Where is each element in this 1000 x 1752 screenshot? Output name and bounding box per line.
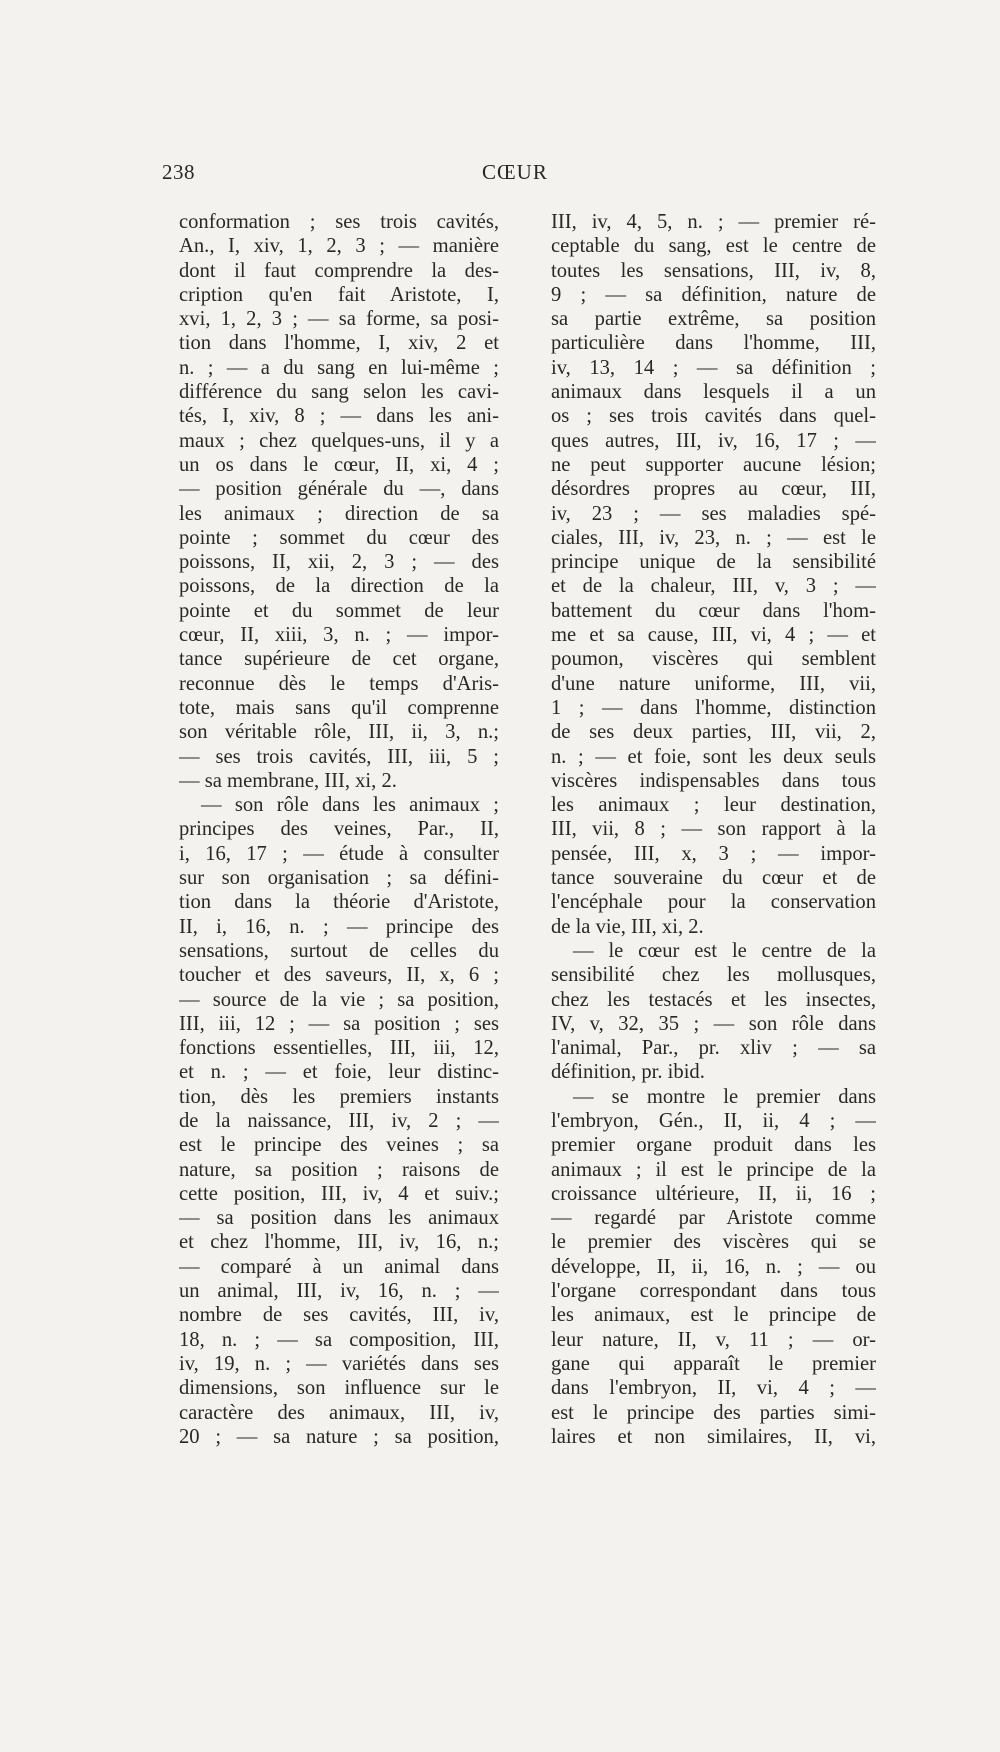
- index-line: tion dans la théorie d'Aristote,: [179, 891, 499, 914]
- index-line: poissons, II, xii, 2, 3 ; — des: [179, 551, 499, 574]
- index-line: premier organe produit dans les: [551, 1134, 876, 1157]
- index-line: iv, 23 ; — ses maladies spé-: [551, 502, 876, 525]
- index-line: os ; ses trois cavités dans quel-: [551, 405, 876, 428]
- index-line: — son rôle dans les animaux ;: [201, 794, 499, 817]
- index-line: ne peut supporter aucune lésion;: [551, 453, 876, 476]
- index-line: tote, mais sans qu'il comprenne: [179, 696, 499, 719]
- index-line: i, 16, 17 ; — étude à consulter: [179, 842, 499, 865]
- index-line: d'une nature uniforme, III, vii,: [551, 672, 876, 695]
- index-line: son véritable rôle, III, ii, 3, n.;: [179, 721, 499, 744]
- index-line: dont il faut comprendre la des-: [179, 259, 499, 282]
- running-title: CŒUR: [482, 160, 548, 184]
- index-line: toutes les sensations, III, iv, 8,: [551, 259, 876, 282]
- index-line: me et sa cause, III, vi, 4 ; — et: [551, 624, 876, 647]
- index-line: viscères indispensables dans tous: [551, 769, 876, 792]
- index-line: sensations, surtout de celles du: [179, 939, 499, 962]
- index-line: 18, n. ; — sa composition, III,: [179, 1328, 499, 1351]
- index-line: dimensions, son influence sur le: [179, 1377, 499, 1400]
- index-line: croissance ultérieure, II, ii, 16 ;: [551, 1182, 876, 1205]
- index-line: de ses deux parties, III, vii, 2,: [551, 721, 876, 744]
- index-line: 20 ; — sa nature ; sa position,: [179, 1425, 499, 1448]
- index-line: — position générale du —, dans: [179, 478, 499, 501]
- index-line: les animaux ; leur destination,: [551, 794, 876, 817]
- index-line: animaux dans lesquels il a un: [551, 381, 876, 404]
- index-line: principes des veines, Par., II,: [179, 818, 499, 841]
- index-line: — source de la vie ; sa position,: [179, 988, 499, 1011]
- index-line: cription qu'en fait Aristote, I,: [179, 283, 499, 306]
- index-line: cœur, II, xiii, 3, n. ; — impor-: [179, 624, 499, 647]
- index-line: — se montre le premier dans: [573, 1085, 876, 1108]
- index-line: et n. ; — et foie, leur distinc-: [179, 1061, 499, 1084]
- index-line: iv, 13, 14 ; — sa définition ;: [551, 356, 876, 379]
- index-line: le premier des viscères qui se: [551, 1231, 876, 1254]
- index-line: 9 ; — sa définition, nature de: [551, 283, 876, 306]
- index-line: poumon, viscères qui semblent: [551, 648, 876, 671]
- index-line: tion, dès les premiers instants: [179, 1085, 499, 1108]
- index-line: An., I, xiv, 1, 2, 3 ; — manière: [179, 235, 499, 258]
- index-line: de la naissance, III, iv, 2 ; —: [179, 1109, 499, 1132]
- index-line: est le principe des parties simi-: [551, 1401, 876, 1424]
- page-header: [162, 160, 882, 196]
- index-line: III, iv, 4, 5, n. ; — premier ré-: [551, 211, 876, 233]
- index-line: caractère des animaux, III, iv,: [179, 1401, 499, 1424]
- index-line: animaux ; il est le principe de la: [551, 1158, 876, 1181]
- index-line: et de la chaleur, III, v, 3 ; —: [551, 575, 876, 598]
- index-line: pointe et du sommet de leur: [179, 599, 499, 622]
- index-line: — comparé à un animal dans: [179, 1255, 499, 1278]
- index-line: iv, 19, n. ; — variétés dans ses: [179, 1352, 499, 1375]
- index-line: n. ; — a du sang en lui-même ;: [179, 356, 499, 379]
- index-line: tés, I, xiv, 8 ; — dans les ani-: [179, 405, 499, 428]
- index-line: les animaux, est le principe de: [551, 1304, 876, 1327]
- index-line: particulière dans l'homme, III,: [551, 332, 876, 355]
- index-line: cette position, III, iv, 4 et suiv.;: [179, 1182, 499, 1205]
- index-line: conformation ; ses trois cavités,: [179, 211, 499, 233]
- index-line: — ses trois cavités, III, iii, 5 ;: [179, 745, 499, 768]
- index-line: l'animal, Par., pr. xliv ; — sa: [551, 1037, 876, 1060]
- index-line: tance souveraine du cœur et de: [551, 867, 876, 890]
- index-line: de la vie, III, xi, 2.: [551, 915, 704, 938]
- index-line: III, iii, 12 ; — sa position ; ses: [179, 1012, 499, 1035]
- index-line: sensibilité chez les mollusques,: [551, 964, 876, 987]
- index-line: n. ; — et foie, sont les deux seuls: [551, 745, 876, 768]
- index-line: dans l'embryon, II, vi, 4 ; —: [551, 1377, 876, 1400]
- index-line: ciales, III, iv, 23, n. ; — est le: [551, 526, 876, 549]
- page-number: 238: [162, 160, 195, 184]
- index-line: un animal, III, iv, 16, n. ; —: [179, 1280, 499, 1303]
- index-line: pensée, III, x, 3 ; — impor-: [551, 842, 876, 865]
- index-line: nature, sa position ; raisons de: [179, 1158, 499, 1181]
- index-line: sa partie extrême, sa position: [551, 308, 876, 331]
- index-line: développe, II, ii, 16, n. ; — ou: [551, 1255, 876, 1278]
- index-line: et chez l'homme, III, iv, 16, n.;: [179, 1231, 499, 1254]
- index-line: reconnue dès le temps d'Aris-: [179, 672, 499, 695]
- index-line: tion dans l'homme, I, xiv, 2 et: [179, 332, 499, 355]
- index-line: l'encéphale pour la conservation: [551, 891, 876, 914]
- index-line: l'embryon, Gén., II, ii, 4 ; —: [551, 1109, 876, 1132]
- index-line: laires et non similaires, II, vi,: [551, 1425, 876, 1448]
- index-line: poissons, de la direction de la: [179, 575, 499, 598]
- index-line: — regardé par Aristote comme: [551, 1207, 876, 1230]
- index-column-left: [179, 210, 499, 1449]
- index-line: xvi, 1, 2, 3 ; — sa forme, sa posi-: [179, 308, 499, 331]
- index-line: pointe ; sommet du cœur des: [179, 526, 499, 549]
- index-line: IV, v, 32, 35 ; — son rôle dans: [551, 1012, 876, 1035]
- index-line: — sa membrane, III, xi, 2.: [179, 769, 397, 792]
- index-line: principe unique de la sensibilité: [551, 551, 876, 574]
- index-line: maux ; chez quelques-uns, il y a: [179, 429, 499, 452]
- index-line: différence du sang selon les cavi-: [179, 381, 499, 404]
- index-line: fonctions essentielles, III, iii, 12,: [179, 1037, 499, 1060]
- index-line: 1 ; — dans l'homme, distinction: [551, 696, 876, 719]
- index-line: l'organe correspondant dans tous: [551, 1280, 876, 1303]
- index-line: un os dans le cœur, II, xi, 4 ;: [179, 453, 499, 476]
- index-line: ques autres, III, iv, 16, 17 ; —: [551, 429, 876, 452]
- index-line: III, vii, 8 ; — son rapport à la: [551, 818, 876, 841]
- index-column-right: [551, 210, 876, 1449]
- index-line: toucher et des saveurs, II, x, 6 ;: [179, 964, 499, 987]
- index-line: tance supérieure de cet organe,: [179, 648, 499, 671]
- index-line: nombre de ses cavités, III, iv,: [179, 1304, 499, 1327]
- index-line: II, i, 16, n. ; — principe des: [179, 915, 499, 938]
- index-line: désordres propres au cœur, III,: [551, 478, 876, 501]
- index-line: — le cœur est le centre de la: [573, 939, 876, 962]
- index-line: les animaux ; direction de sa: [179, 502, 499, 525]
- index-line: chez les testacés et les insectes,: [551, 988, 876, 1011]
- index-line: gane qui apparaît le premier: [551, 1352, 876, 1375]
- index-line: est le principe des veines ; sa: [179, 1134, 499, 1157]
- index-line: ceptable du sang, est le centre de: [551, 235, 876, 258]
- index-line: battement du cœur dans l'hom-: [551, 599, 876, 622]
- index-line: leur nature, II, v, 11 ; — or-: [551, 1328, 876, 1351]
- index-line: définition, pr. ibid.: [551, 1061, 705, 1084]
- index-line: sur son organisation ; sa défini-: [179, 867, 499, 890]
- index-line: — sa position dans les animaux: [179, 1207, 499, 1230]
